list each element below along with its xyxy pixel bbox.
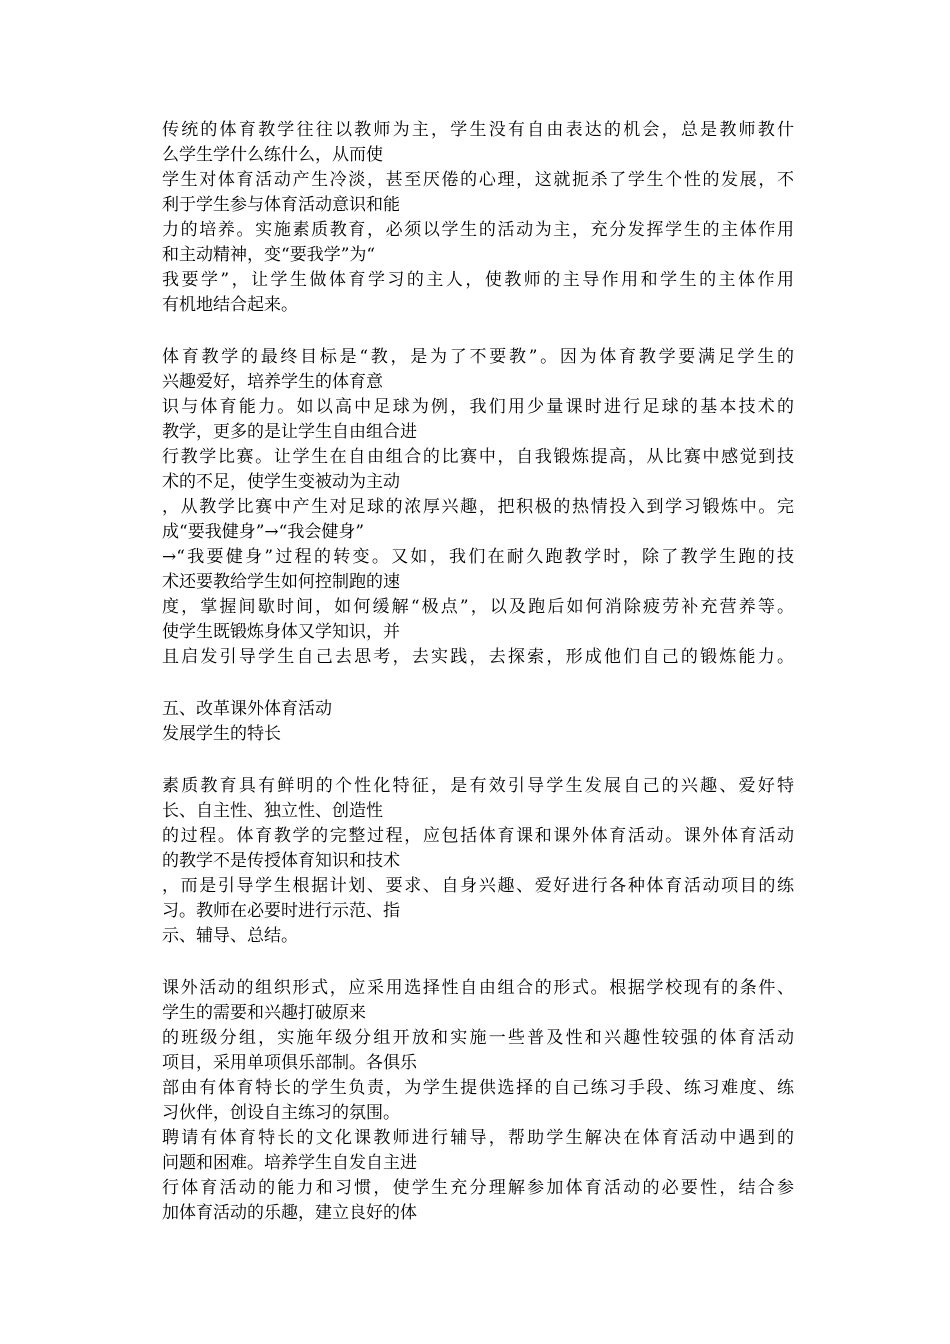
text-line: 课外活动的组织形式，应采用选择性自由组合的形式。根据学校现有的条件、 [162, 978, 794, 998]
heading-line: 发展学生的特长 [162, 724, 281, 744]
heading-line: 五、改革课外体育活动 [162, 699, 332, 719]
text-line: 识与体育能力。如以高中足球为例，我们用少量课时进行足球的基本技术的 [162, 397, 794, 417]
paragraph-1 [162, 118, 794, 318]
paragraph-spacer [162, 318, 794, 345]
text-line: 部由有体育特长的学生负责，为学生提供选择的自己练习手段、练习难度、练 [162, 1078, 794, 1098]
text-line: 且启发引导学生自己去思考，去实践，去探索，形成他们自己的锻炼能力。 [162, 647, 794, 667]
text-line: 的教学不是传授体育知识和技术 [162, 851, 400, 871]
text-line: 行教学比赛。让学生在自由组合的比赛中，自我锻炼提高，从比赛中感觉到技 [162, 447, 794, 467]
text-line: 行体育活动的能力和习惯，使学生充分理解参加体育活动的必要性，结合参 [162, 1178, 794, 1198]
text-line: 长、自主性、独立性、创造性 [162, 801, 383, 821]
text-line: 和主动精神，变“要我学”为“ [162, 245, 376, 265]
text-line: ，而是引导学生根据计划、要求、自身兴趣、爱好进行各种体育活动项目的练 [162, 876, 794, 896]
text-line: 成“要我健身”→“我会健身” [162, 522, 365, 542]
text-line: 术的不足，使学生变被动为主动 [162, 472, 400, 492]
text-line: 体育教学的最终目标是“教，是为了不要教”。因为体育教学要满足学生的 [162, 347, 794, 367]
text-line: 加体育活动的乐趣，建立良好的体 [162, 1203, 417, 1223]
text-line: 我要学”，让学生做体育学习的主人，使教师的主导作用和学生的主体作用 [162, 270, 794, 290]
text-line: 利于学生参与体育活动意识和能 [162, 195, 400, 215]
text-line: 示、辅导、总结。 [162, 926, 298, 946]
text-line: 习伙伴，创设自主练习的氛围。 [162, 1103, 400, 1123]
text-line: 学生对体育活动产生冷淡，甚至厌倦的心理，这就扼杀了学生个性的发展，不 [162, 170, 794, 190]
paragraph-spacer [162, 670, 794, 697]
text-line: 聘请有体育特长的文化课教师进行辅导，帮助学生解决在体育活动中遇到的 [162, 1128, 794, 1148]
text-line: →“我要健身”过程的转变。又如，我们在耐久跑教学时，除了教学生跑的技 [162, 547, 794, 567]
text-line: 问题和困难。培养学生自发自主进 [162, 1153, 417, 1173]
text-line: 传统的体育教学往往以教师为主，学生没有自由表达的机会，总是教师教什 [162, 120, 794, 140]
text-line: ，从教学比赛中产生对足球的浓厚兴趣，把积极的热情投入到学习锻炼中。完 [162, 497, 794, 517]
text-line: 的过程。体育教学的完整过程，应包括体育课和课外体育活动。课外体育活动 [162, 826, 794, 846]
text-line: 度，掌握间歇时间，如何缓解“极点”，以及跑后如何消除疲劳补充营养等。 [162, 597, 794, 617]
paragraph-2 [162, 345, 794, 670]
text-line: 素质教育具有鲜明的个性化特征，是有效引导学生发展自己的兴趣、爱好特 [162, 776, 794, 796]
text-line: 教学，更多的是让学生自由组合进 [162, 422, 417, 442]
text-line: 使学生既锻炼身体又学知识，并 [162, 622, 400, 642]
text-line: 学生的需要和兴趣打破原来 [162, 1003, 366, 1023]
text-line: 术还要教给学生如何控制跑的速 [162, 572, 400, 592]
text-line: 项目，采用单项俱乐部制。各俱乐 [162, 1053, 417, 1073]
paragraph-spacer [162, 747, 794, 774]
text-line: 么学生学什么练什么，从而使 [162, 145, 383, 165]
paragraph-spacer [162, 949, 794, 976]
document-body [162, 118, 794, 1226]
text-line: 习。教师在必要时进行示范、指 [162, 901, 400, 921]
text-line: 有机地结合起来。 [162, 295, 298, 315]
section-heading [162, 697, 794, 747]
paragraph-4 [162, 976, 794, 1226]
text-line: 力的培养。实施素质教育，必须以学生的活动为主，充分发挥学生的主体作用 [162, 220, 794, 240]
text-line: 的班级分组，实施年级分组开放和实施一些普及性和兴趣性较强的体育活动 [162, 1028, 794, 1048]
paragraph-3 [162, 774, 794, 949]
text-line: 兴趣爱好，培养学生的体育意 [162, 372, 383, 392]
